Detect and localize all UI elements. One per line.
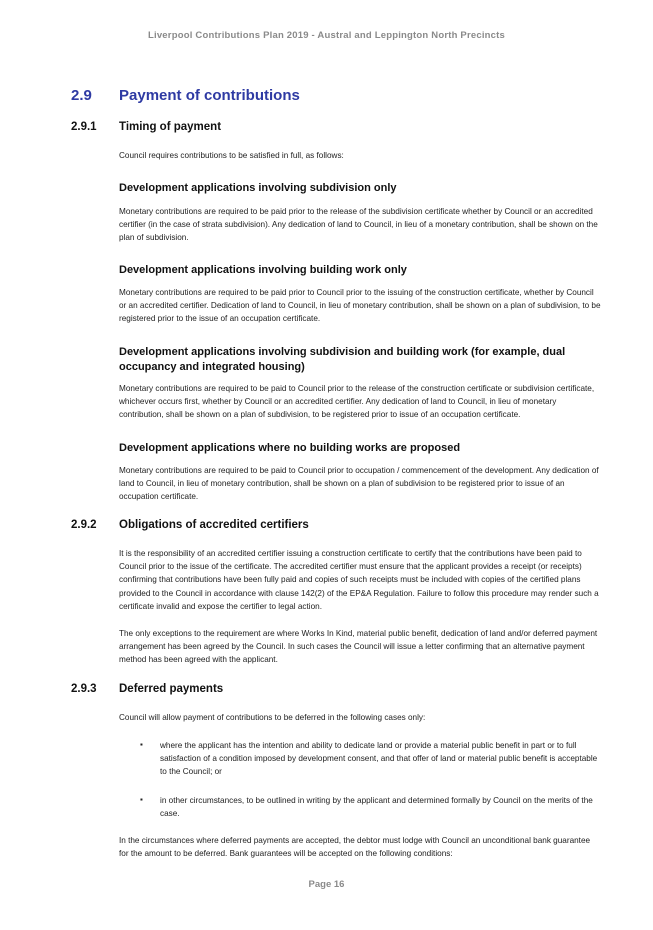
subsection-title: Obligations of accredited certifiers: [119, 519, 309, 531]
paragraph-subdivision-only: Monetary contributions are required to be paid prior to the release of the subdivision certificate whether by Council or an accredited certifier (in the case of strata subdivision). Any dedication of land to Council, in lieu of a monetary contribution, shall be shown on the plan of subdivision.: [119, 207, 598, 243]
subheading-subdivision-only: Development applications involving subdivision only: [119, 182, 397, 194]
subheading-no-building-works: Development applications where no building works are proposed: [119, 442, 461, 454]
subsection-number: 2.9.3: [71, 683, 97, 695]
paragraph-subdivision-and-building: Monetary contributions are required to be paid to Council prior to the release of the construction certificate or subdivision certificate, whichever occurs first, whether by Council or an accredited certifier. Any dedication of land to Council, in lieu of monetary contribution, shall be shown on a plan of subdivision, to be registered prior to issue of an occupation certificate.: [119, 384, 595, 420]
subheading-subdivision-and-building: Development applications involving subdivision and building work (for example, dual occupancy and integrated housing): [119, 346, 566, 373]
subsection-heading-deferred: [71, 683, 223, 695]
bullet-square-icon: ▪: [140, 795, 143, 804]
paragraph-building-work-only: Monetary contributions are required to be paid prior to Council prior to the issuing of the construction certificate, whether by Council or an accredited certifier. Dedication of land to Council, in lieu of monetary contribution, shall be shown on a plan of subdivision, to be registered prior to the issue of an occupation certificate.: [119, 288, 601, 324]
running-header: Liverpool Contributions Plan 2019 - Austral and Leppington North Precincts: [147, 30, 505, 41]
subheading-building-work-only: Development applications involving building work only: [119, 264, 407, 276]
subsection-number: 2.9.2: [71, 519, 97, 531]
paragraph-certifiers-2: The only exceptions to the requirement are where Works In Kind, material public benefit, dedication of land and/or deferred payment arrangement has been agreed by the Council. In such cases the Council will issue a letter confirming that an alternative payment method has been agreed with the applicant.: [119, 629, 598, 665]
section-title: Payment of contributions: [119, 87, 300, 104]
list-item-deferred-2: in other circumstances, to be outlined in writing by the applicant and determined formally by Council on the merits of the case.: [160, 796, 593, 819]
paragraph-no-building-works: Monetary contributions are required to be paid to Council prior to occupation / commencement of the development. Any dedication of land to Council, in lieu of monetary contribution, shall be shown on a plan of subdivision to be registered prior to issue of an occupation certificate.: [119, 466, 599, 502]
section-number: 2.9: [71, 87, 92, 104]
paragraph-deferred-intro: Council will allow payment of contributions to be deferred in the following cases only:: [119, 713, 426, 722]
subsection-heading-certifiers: [71, 519, 309, 531]
paragraph-certifiers-1: It is the responsibility of an accredited certifier issuing a construction certificate to certify that the contributions have been paid to Council prior to the issue of the certificate. The accredited certifier must ensure that the applicant provides a receipt (or receipts) confirming that contributions have been fully paid and copies of such receipts must be included with copies of the certified plans provided to the Council in accordance with clause 142(2) of the EP&A Regulation. Failure to follow this procedure may render such a certificate invalid and expose the certifier to legal action.: [119, 549, 599, 611]
subsection-title: Timing of payment: [119, 121, 222, 133]
paragraph-deferred-outro: In the circumstances where deferred payments are accepted, the debtor must lodge with Council an unconditional bank guarantee for the amount to be deferred. Bank guarantees will be accepted on the following conditions:: [119, 836, 591, 859]
section-heading: [71, 87, 300, 104]
bullet-square-icon: ▪: [140, 740, 143, 749]
subsection-heading-timing: [71, 121, 221, 133]
list-item-deferred-1: where the applicant has the intention and ability to dedicate land or provide a material public benefit in part or to full satisfaction of a condition imposed by development consent, and that offer of land or material public benefit is acceptable to the Council; or: [160, 741, 598, 777]
subsection-number: 2.9.1: [71, 121, 97, 133]
subsection-title: Deferred payments: [119, 683, 224, 695]
paragraph-timing-intro: Council requires contributions to be satisfied in full, as follows:: [119, 151, 344, 160]
page-number: Page 16: [308, 879, 345, 890]
